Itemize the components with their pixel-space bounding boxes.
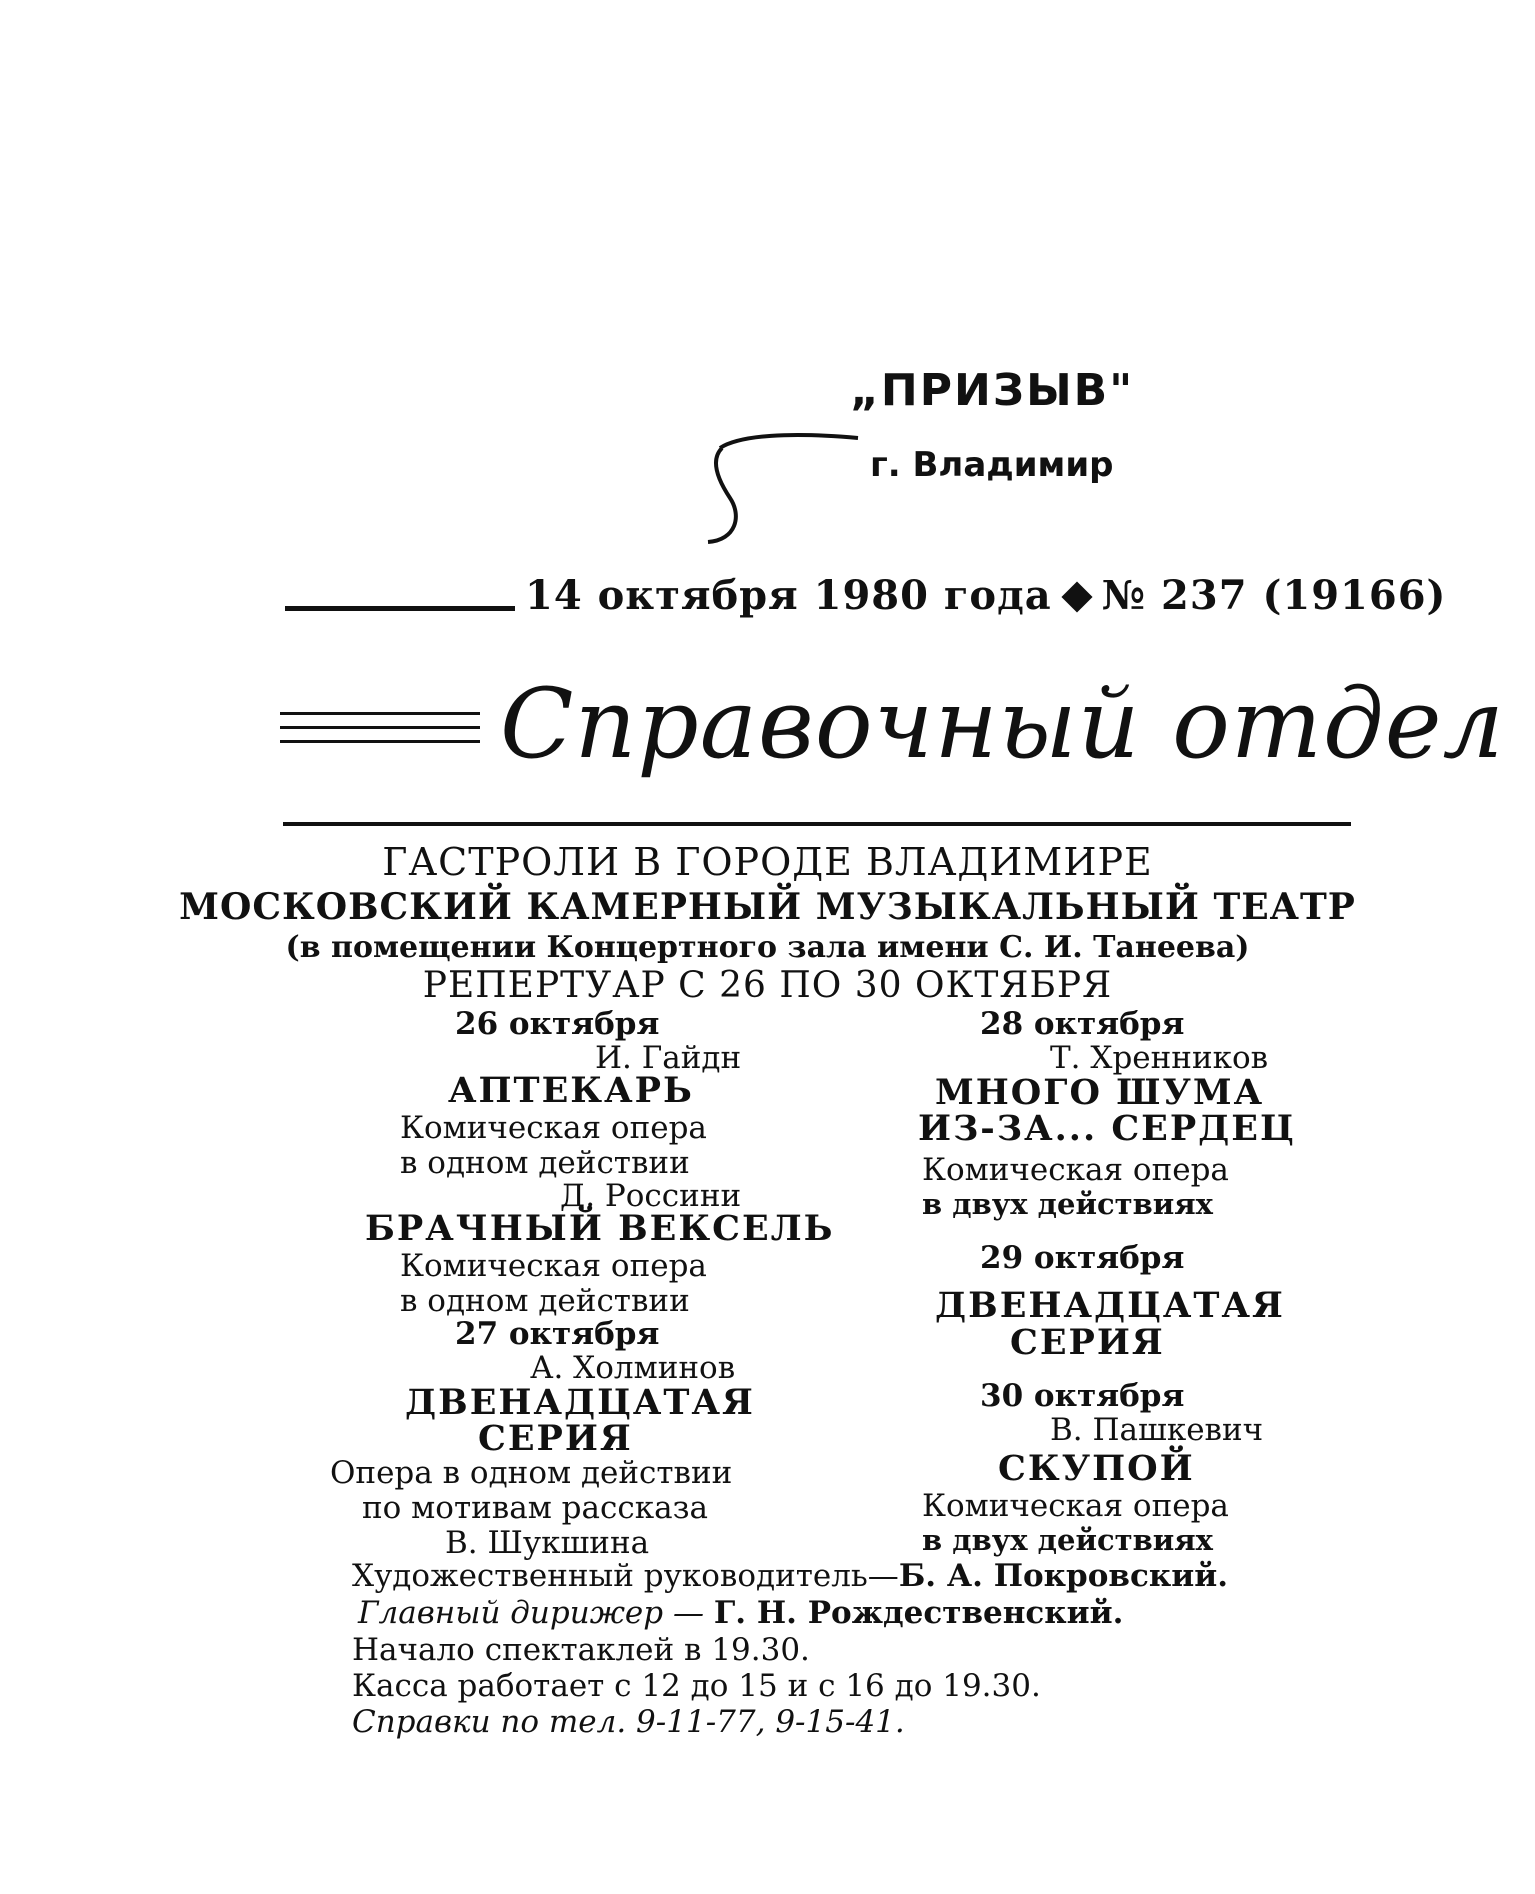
stamp-title: „ПРИЗЫВ" bbox=[850, 365, 1135, 416]
title-aptekar: АПТЕКАРЬ bbox=[448, 1070, 694, 1111]
date-oct27: 27 октября bbox=[455, 1316, 660, 1352]
composer-kholminov: А. Холминов bbox=[530, 1350, 736, 1386]
stamp-city: г. Владимир bbox=[870, 445, 1114, 485]
title-dvenadtsataya-2: ДВЕНАДЦАТАЯ bbox=[935, 1285, 1285, 1326]
phone-info: Справки по тел. 9-11-77, 9-15-41. bbox=[352, 1704, 905, 1740]
date-line-rule bbox=[285, 606, 515, 611]
genre-veksel-2: в одном действии bbox=[400, 1283, 690, 1319]
header-rule bbox=[283, 822, 1351, 826]
repertoire-heading: РЕПЕРТУАР С 26 ПО 30 ОКТЯБРЯ bbox=[422, 965, 1113, 1006]
title-skupoy: СКУПОЙ bbox=[998, 1448, 1195, 1489]
genre-seriya-1: Опера в одном действии bbox=[330, 1455, 733, 1491]
date-oct28: 28 октября bbox=[980, 1006, 1185, 1042]
issue-number: № 237 (19166) bbox=[1101, 572, 1447, 619]
issue-date: 14 октября 1980 года bbox=[525, 572, 1052, 619]
genre-aptekar-2: в одном действии bbox=[400, 1145, 690, 1181]
conductor-label: Главный дирижер — bbox=[358, 1595, 714, 1631]
conductor-line bbox=[358, 1595, 1123, 1631]
composer-haydn: И. Гайдн bbox=[595, 1040, 742, 1076]
box-office-hours: Касса работает с 12 до 15 и с 16 до 19.30. bbox=[352, 1668, 1041, 1704]
title-seriya-2: СЕРИЯ bbox=[1010, 1322, 1165, 1363]
issue-line bbox=[525, 572, 1446, 619]
genre-skupoy-1: Комическая опера bbox=[922, 1488, 1229, 1524]
director-line bbox=[352, 1558, 1228, 1594]
conductor-name: Г. Н. Рождественский. bbox=[713, 1595, 1124, 1631]
genre-aptekar-1: Комическая опера bbox=[400, 1110, 707, 1146]
genre-veksel-1: Комическая опера bbox=[400, 1248, 707, 1284]
start-time: Начало спектаклей в 19.30. bbox=[352, 1632, 810, 1668]
director-label: Художественный руководитель— bbox=[352, 1558, 899, 1594]
title-brachny-veksel: БРАЧНЫЙ ВЕКСЕЛЬ bbox=[365, 1208, 835, 1249]
genre-serdets-1: Комическая опера bbox=[922, 1152, 1229, 1188]
date-oct26: 26 октября bbox=[455, 1006, 660, 1042]
composer-khrennikov: Т. Хренников bbox=[1050, 1040, 1269, 1076]
genre-serdets-2: в двух действиях bbox=[922, 1187, 1213, 1221]
title-seriya-1: СЕРИЯ bbox=[478, 1418, 633, 1459]
composer-rossini: Д. Россини bbox=[560, 1178, 742, 1214]
stamp-mark bbox=[700, 430, 860, 550]
title-mnogo-shuma: МНОГО ШУМА bbox=[935, 1072, 1265, 1113]
theatre-name: МОСКОВСКИЙ КАМЕРНЫЙ МУЗЫКАЛЬНЫЙ ТЕАТР bbox=[179, 886, 1356, 928]
diamond-icon bbox=[1061, 581, 1092, 612]
composer-pashkevich: В. Пашкевич bbox=[1050, 1412, 1264, 1448]
genre-seriya-2: по мотивам рассказа bbox=[362, 1490, 708, 1526]
tour-heading: ГАСТРОЛИ В ГОРОДЕ ВЛАДИМИРЕ bbox=[382, 840, 1153, 884]
genre-skupoy-2: в двух действиях bbox=[922, 1523, 1213, 1557]
title-dvenadtsataya-1: ДВЕНАДЦАТАЯ bbox=[405, 1382, 755, 1423]
section-title: Справочный отдел bbox=[500, 668, 1505, 780]
title-iz-za-serdets: ИЗ-ЗА... СЕРДЕЦ bbox=[918, 1108, 1296, 1149]
genre-seriya-3: В. Шукшина bbox=[445, 1525, 650, 1561]
director-name: Б. А. Покровский. bbox=[898, 1558, 1228, 1594]
venue-note: (в помещении Концертного зала имени С. И. Танеева) bbox=[285, 930, 1250, 965]
date-oct29: 29 октября bbox=[980, 1240, 1185, 1276]
date-oct30: 30 октября bbox=[980, 1378, 1185, 1414]
section-rules bbox=[280, 712, 480, 754]
